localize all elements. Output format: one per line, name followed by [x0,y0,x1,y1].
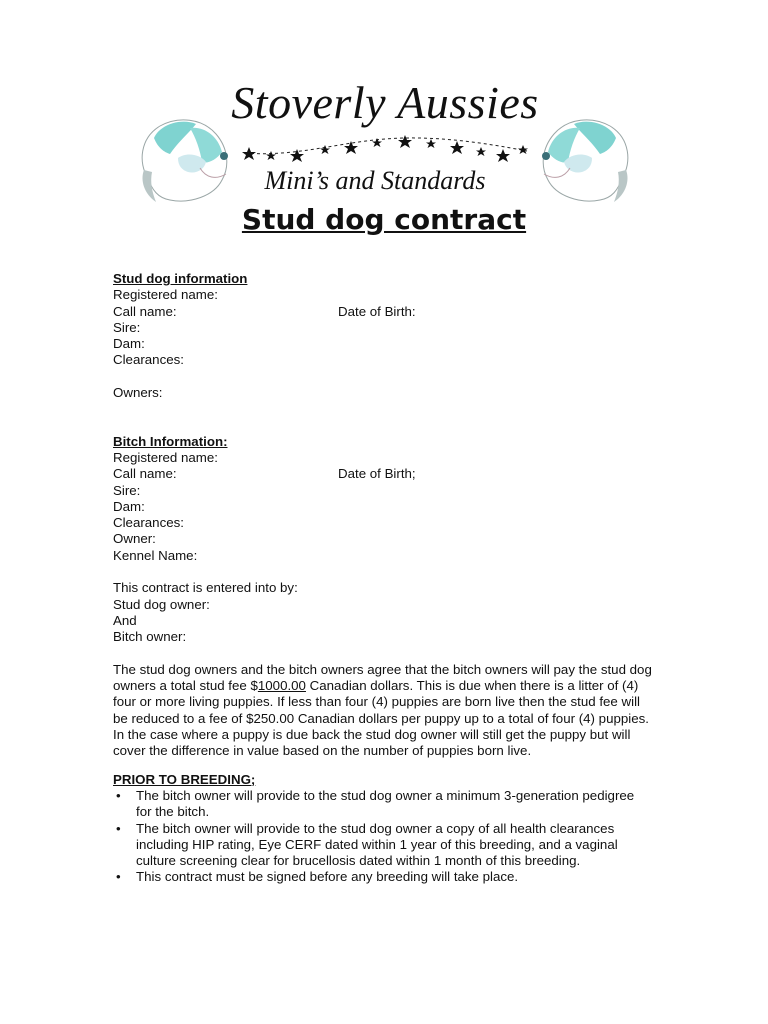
list-item-text: This contract must be signed before any breeding will take place. [136,869,519,885]
stud-dam-label: Dam: [113,336,145,352]
stud-dob-label: Date of Birth: [338,303,416,319]
stud-dog-owner-label: Stud dog owner: [113,596,210,612]
bitch-call-name-label: Call name: [113,466,177,482]
list-item [113,869,653,885]
bitch-call-name-row [113,466,653,482]
fee-paragraph [113,662,653,760]
bitch-kennel-name-label: Kennel Name: [113,547,198,563]
bitch-section-heading: Bitch Information: [113,433,228,449]
list-item [113,788,653,821]
bitch-owner-label: Owner: [113,531,156,547]
fee-text-before: The stud dog owners and the bitch owners agree that the bitch owners will pay the stud dog owners a total stud fee $ [113,661,652,694]
letterhead [0,0,768,200]
stud-registered-name-label: Registered name: [113,287,218,303]
bitch-owner-label: Bitch owner: [113,629,187,645]
list-item-text: The bitch owner will provide to the stud dog owner a minimum 3-generation pedigree for the bitch. [136,787,635,820]
bitch-clearances-label: Clearances: [113,515,184,531]
prior-section-heading: PRIOR TO BREEDING; [113,771,256,787]
prior-list [113,788,653,886]
bitch-dam-label: Dam: [113,498,145,514]
list-item [113,821,653,870]
stud-owners-label: Owners: [113,385,163,401]
and-label: And [113,612,137,628]
stud-fee-amount: 1000.00 [257,678,306,694]
stud-call-name-row [113,304,653,320]
stud-sire-label: Sire: [113,319,141,335]
bitch-sire-label: Sire: [113,482,141,498]
bullet-icon: • [116,787,121,803]
fee-text-after: Canadian dollars. This is due when there is a litter of (4) four or more living puppies. If less than four (4) puppies are born live then the stud fee will be reduced to a fee of $250.00 Canadian dollars per puppy up to a total of four (4) puppies. In the case where a puppy is due back the stud dog owner will still get the puppy but will cover the difference in value based on the number of puppies born live. [113,678,649,759]
bitch-dob-label: Date of Birth; [338,466,416,482]
bullet-icon: • [116,869,121,885]
parties-intro: This contract is entered into by: [113,580,298,596]
stud-section-heading: Stud dog information [113,271,248,286]
stud-call-name-label: Call name: [113,303,177,319]
brand-subtitle: Mini’s and Standards [264,166,486,195]
bullet-icon: • [116,820,121,836]
brand-title: Stoverly Aussies [231,77,539,128]
list-item-text: The bitch owner will provide to the stud dog owner a copy of all health clearances including HIP rating, Eye CERF dated within 1 year of this breeding, and a vaginal culture screening clear for brucellosis dated within 1 month of this breeding. [136,820,618,869]
contract-body [113,271,653,886]
document-title: Stud dog contract [241,203,527,236]
stud-clearances-label: Clearances: [113,352,184,368]
bitch-registered-name-label: Registered name: [113,449,218,465]
